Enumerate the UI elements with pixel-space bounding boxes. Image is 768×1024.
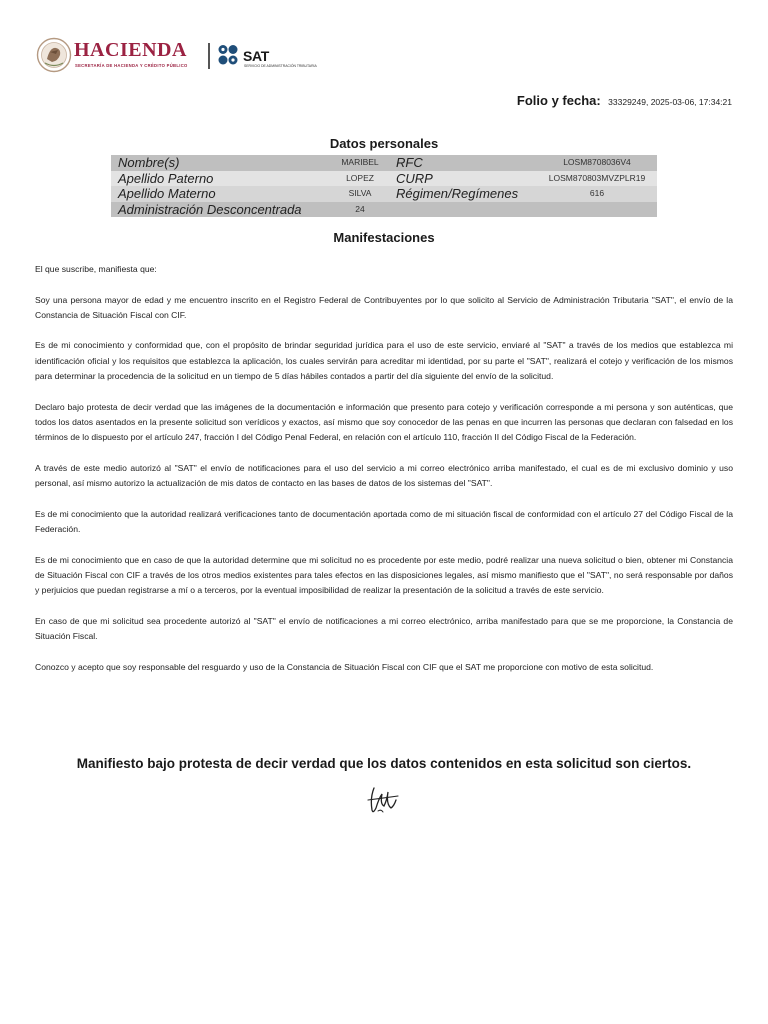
paragraph: El que suscribe, manifiesta que: — [35, 264, 157, 274]
folio-label: Folio y fecha: — [516, 93, 601, 108]
label-apellido-materno: Apellido Materno — [118, 186, 216, 201]
paragraph: Conozco y acepto que soy responsable del resguardo y uso de la Constancia de Situación Fiscal con CIF que el SAT me proporcione con motivo de esta solicitud. — [35, 661, 654, 672]
paragraph: En caso de que mi solicitud sea procedente autorizó al "SAT" el envío de notificaciones a mi correo electrónico, arriba manifestado para que se me proporcione, la Constancia de Situación Fiscal. — [35, 615, 733, 642]
manifestaciones-body — [35, 262, 733, 690]
paragraph: Es de mi conocimiento que en caso de que la autoridad determine que mi solicitud no es procedente por este medio, podré realizar una nueva solicitud o bien, obtener mi Constancia de Situación Fiscal con CIF a través de los otros medios existentes para tales efectos en las disposiciones legales, así mismo manifiesto que el "SAT", no será responsable por daños y perjuicios que puedan registrarse a mí o a terceros, por la eventual imposibilidad de realizar la presentación de la solicitud a través de este servicio. — [35, 554, 733, 596]
value-regimen: 616 — [589, 188, 605, 198]
folio-fecha — [517, 92, 732, 110]
sat-logo-icon — [217, 44, 241, 66]
label-regimen: Régimen/Regímenes — [396, 186, 519, 201]
label-nombre: Nombre(s) — [118, 155, 180, 170]
value-apellido-materno: SILVA — [348, 188, 372, 198]
declaration-statement: Manifiesto bajo protesta de decir verdad que los datos contenidos en esta solicitud son ciertos. — [76, 756, 692, 771]
value-nombre: MARIBEL — [341, 157, 379, 167]
table-row — [111, 155, 657, 171]
header-logos — [36, 37, 336, 75]
paragraph: Declaro bajo protesta de decir verdad que las imágenes de la documentación e información que presento para cotejo y verificación corresponde a mi persona y son auténticas, que todos los datos asentados en la presente solicitud son verídicos y exactos, así mismo que soy conocedor de las penas en que incurren las personas que declaran con falsedad en los términos de lo dispuesto por el artículo 247, fracción I del Código Penal Federal, en relación con el artículo 110, fracción II del Código Fiscal de la Federación. — [35, 401, 733, 443]
sat-subtitle: SERVICIO DE ADMINISTRACIÓN TRIBUTARIA — [244, 64, 317, 68]
label-rfc: RFC — [396, 155, 423, 170]
paragraph: Es de mi conocimiento y conformidad que, con el propósito de brindar seguridad jurídica para el uso de este servicio, enviaré al "SAT" a través de los medios que establezca mi identificación oficial y los requisitos que establezca la aplicación, los cuales servirán para acreditar mi identidad, por su parte el "SAT", realizará el cotejo y verificación de los mismos para determinar la procedencia de la solicitud en un tiempo de 5 días hábiles contados a partir del día siguiente del envío de la solicitud. — [35, 340, 733, 382]
table-row — [111, 186, 657, 202]
hacienda-wordmark: HACIENDA — [74, 39, 187, 61]
paragraph: Soy una persona mayor de edad y me encuentro inscrito en el Registro Federal de Contribuyentes por lo que solicito al Servicio de Administración Tributaria "SAT", el envío de la Constancia de Situación Fiscal con CIF. — [35, 294, 733, 320]
folio-value: 33329249, 2025-03-06, 17:34:21 — [608, 97, 732, 107]
datos-personales-title: Datos personales — [329, 136, 439, 151]
signature-icon — [364, 784, 404, 816]
sat-wordmark: SAT — [243, 48, 270, 64]
table-row — [111, 202, 657, 218]
label-apellido-paterno: Apellido Paterno — [118, 170, 214, 186]
mexico-seal-icon — [36, 37, 72, 73]
manifestaciones-title: Manifestaciones — [333, 230, 435, 245]
label-curp: CURP — [396, 170, 433, 186]
label-administracion: Administración Desconcentrada — [118, 201, 302, 217]
paragraph: Es de mi conocimiento que la autoridad realizará verificaciones tanto de documentación aportada como de mi situación fiscal de conformidad con el artículo 27 del Código Fiscal de la Federación. — [35, 508, 733, 535]
paragraph: A través de este medio autorizó al "SAT" el envío de notificaciones para el uso del servicio a mi correo electrónico arriba manifestado, el cual es de mi exclusivo dominio y uso personal, así mismo autorizo la actualización de mis datos de contacto en las bases de datos de los sistemas del "SAT". — [35, 462, 733, 489]
value-rfc: LOSM8708036V4 — [563, 157, 631, 167]
logo-divider — [208, 43, 210, 69]
datos-personales-table — [111, 155, 657, 217]
value-apellido-paterno: LOPEZ — [346, 172, 374, 183]
hacienda-subtitle: SECRETARÍA DE HACIENDA Y CRÉDITO PÚBLICO — [75, 63, 188, 68]
value-administracion: 24 — [355, 203, 365, 214]
value-curp: LOSM870803MVZPLR19 — [548, 172, 646, 183]
table-row — [111, 171, 657, 187]
